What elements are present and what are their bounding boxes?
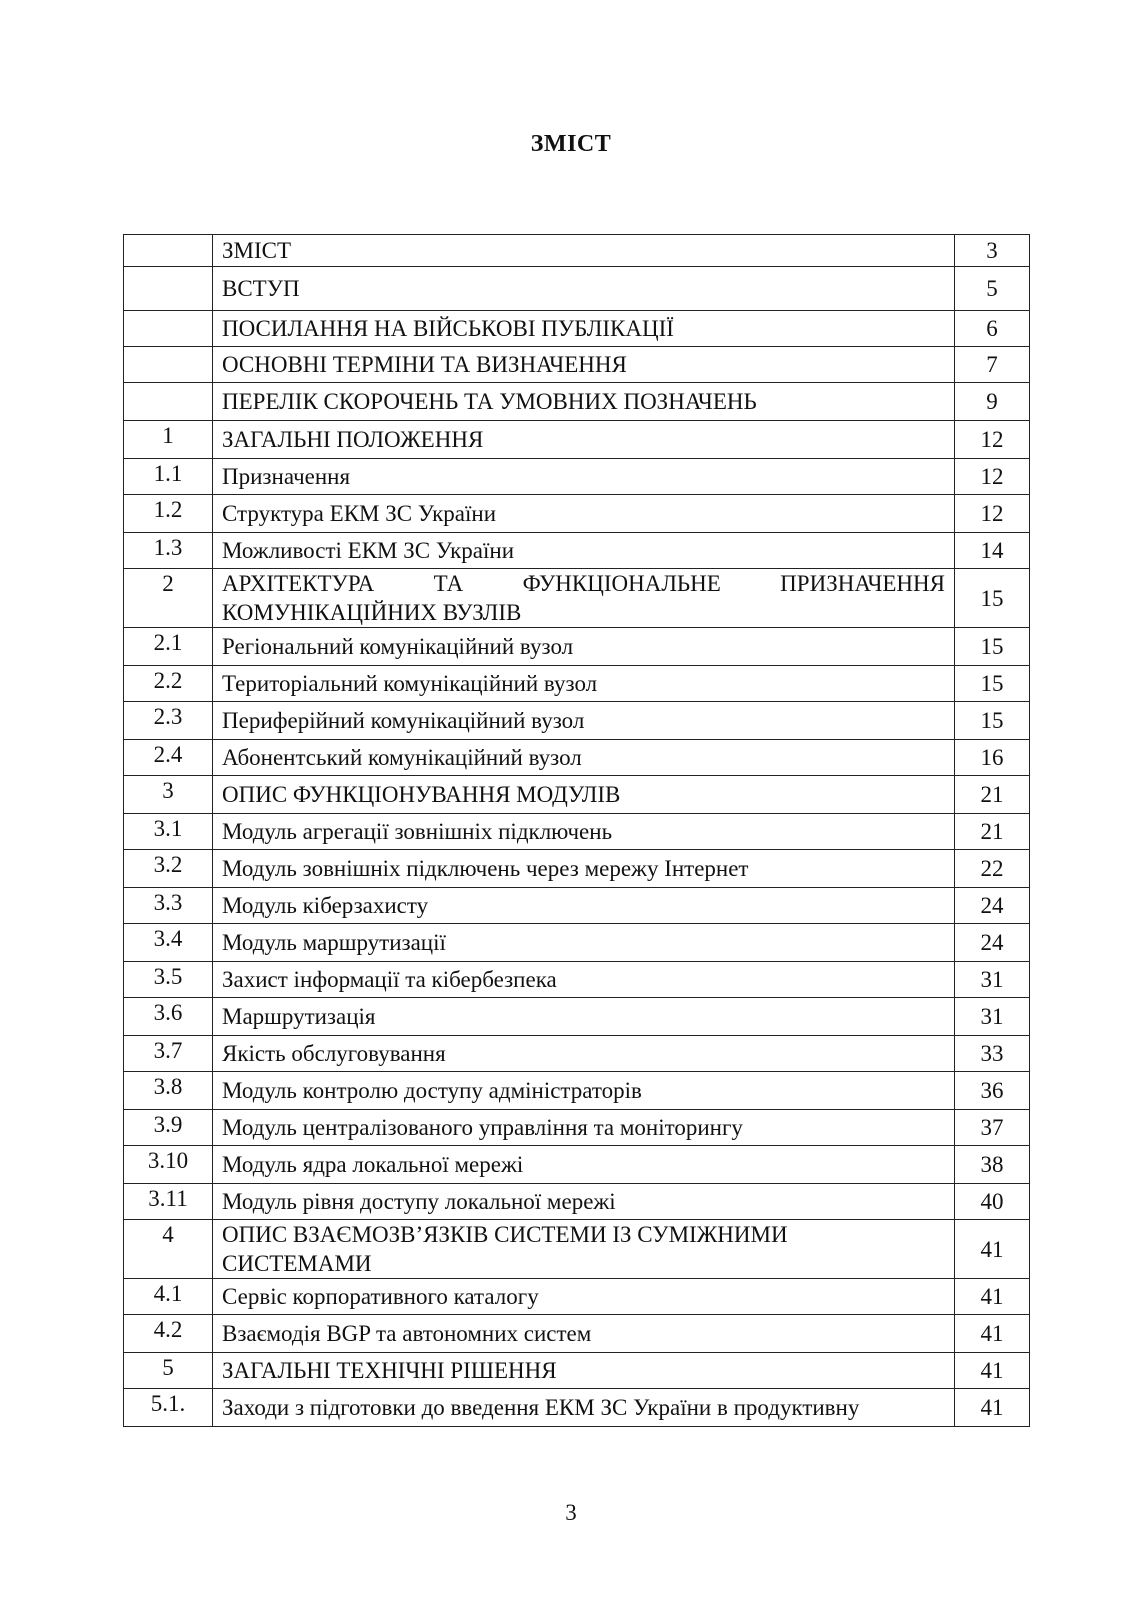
- toc-section-title: Взаємодія BGP та автономних систем: [213, 1315, 955, 1353]
- toc-row: [124, 569, 1030, 628]
- toc-title-line: СИСТЕМАМИ: [222, 1251, 372, 1276]
- toc-row: [124, 1036, 1030, 1072]
- toc-row: [124, 533, 1030, 569]
- toc-page-number: 24: [955, 924, 1030, 962]
- toc-section-title: ОПИС ФУНКЦІОНУВАННЯ МОДУЛІВ: [213, 776, 955, 814]
- toc-row: [124, 347, 1030, 383]
- toc-page-number: 41: [955, 1315, 1030, 1353]
- toc-section-number: [124, 347, 213, 383]
- toc-page-number: 7: [955, 347, 1030, 383]
- toc-row: [124, 740, 1030, 776]
- toc-row: [124, 776, 1030, 814]
- toc-section-title: Маршрутизація: [213, 998, 955, 1036]
- toc-section-title: ПОСИЛАННЯ НА ВІЙСЬКОВІ ПУБЛІКАЦІЇ: [213, 311, 955, 347]
- toc-page-number: 41: [955, 1389, 1030, 1427]
- toc-row: [124, 998, 1030, 1036]
- toc-row: [124, 628, 1030, 666]
- toc-section-number: 3.10: [124, 1146, 213, 1184]
- toc-section-number: 2.4: [124, 740, 213, 776]
- toc-page-number: 31: [955, 998, 1030, 1036]
- toc-row: [124, 1220, 1030, 1279]
- toc-section-number: 4.1: [124, 1279, 213, 1315]
- toc-section-number: 5.1.: [124, 1389, 213, 1427]
- toc-row: [124, 311, 1030, 347]
- toc-section-number: 2.2: [124, 666, 213, 702]
- toc-page-number: 6: [955, 311, 1030, 347]
- toc-section-number: 3.9: [124, 1110, 213, 1146]
- toc-title-line: ОПИС ВЗАЄМОЗВ’ЯЗКІВ СИСТЕМИ ІЗ СУМІЖНИМИ: [222, 1222, 788, 1247]
- toc-row: [124, 1353, 1030, 1389]
- toc-section-number: [124, 267, 213, 311]
- toc-section-title: Якість обслуговування: [213, 1036, 955, 1072]
- toc-section-title: ЗАГАЛЬНІ ТЕХНІЧНІ РІШЕННЯ: [213, 1353, 955, 1389]
- toc-page-number: 40: [955, 1184, 1030, 1220]
- toc-section-title: Модуль зовнішніх підключень через мережу Інтернет: [213, 850, 955, 888]
- toc-row: [124, 850, 1030, 888]
- toc-page-number: 41: [955, 1279, 1030, 1315]
- toc-page-number: 12: [955, 495, 1030, 533]
- toc-section-number: 3.1: [124, 814, 213, 850]
- toc-row: [124, 962, 1030, 998]
- toc-section-number: [124, 235, 213, 267]
- toc-page-number: 41: [955, 1220, 1030, 1279]
- toc-section-title: Регіональний комунікаційний вузол: [213, 628, 955, 666]
- toc-section-number: 3.11: [124, 1184, 213, 1220]
- toc-section-number: [124, 311, 213, 347]
- toc-section-title: Можливості ЕКМ ЗС України: [213, 533, 955, 569]
- toc-section-title: [213, 569, 955, 628]
- toc-section-number: 3.6: [124, 998, 213, 1036]
- toc-section-title: Структура ЕКМ ЗС України: [213, 495, 955, 533]
- toc-section-number: 5: [124, 1353, 213, 1389]
- toc-page-number: 16: [955, 740, 1030, 776]
- toc-section-number: 3.5: [124, 962, 213, 998]
- toc-title-line: АРХІТЕКТУРА ТА ФУНКЦІОНАЛЬНЕ ПРИЗНАЧЕННЯ: [222, 571, 945, 596]
- toc-section-number: 1.2: [124, 495, 213, 533]
- toc-page-number: 12: [955, 459, 1030, 495]
- toc-page-number: 14: [955, 533, 1030, 569]
- toc-page-number: 12: [955, 421, 1030, 459]
- toc-section-title: [213, 1220, 955, 1279]
- page-number: 3: [565, 1500, 577, 1525]
- toc-section-number: 2.1: [124, 628, 213, 666]
- toc-row: [124, 1389, 1030, 1427]
- toc-row: [124, 267, 1030, 311]
- toc-row: [124, 421, 1030, 459]
- toc-section-number: 3.3: [124, 888, 213, 924]
- toc-row: [124, 459, 1030, 495]
- toc-page-number: 38: [955, 1146, 1030, 1184]
- toc-page-number: 15: [955, 666, 1030, 702]
- toc-table: [123, 234, 1030, 1427]
- toc-page-number: 37: [955, 1110, 1030, 1146]
- toc-page-number: 21: [955, 776, 1030, 814]
- toc-row: [124, 924, 1030, 962]
- toc-section-title: Призначення: [213, 459, 955, 495]
- toc-section-number: 1.1: [124, 459, 213, 495]
- toc-row: [124, 702, 1030, 740]
- toc-row: [124, 383, 1030, 421]
- toc-section-number: 3.4: [124, 924, 213, 962]
- toc-page-number: 9: [955, 383, 1030, 421]
- toc-section-title: Захист інформації та кібербезпека: [213, 962, 955, 998]
- toc-page-number: 36: [955, 1072, 1030, 1110]
- toc-section-title: ВСТУП: [213, 267, 955, 311]
- toc-section-number: 4: [124, 1220, 213, 1279]
- toc-page-number: 15: [955, 569, 1030, 628]
- toc-page-number: 5: [955, 267, 1030, 311]
- toc-row: [124, 1072, 1030, 1110]
- toc-section-number: 3.8: [124, 1072, 213, 1110]
- toc-page-number: 33: [955, 1036, 1030, 1072]
- toc-section-title: ПЕРЕЛІК СКОРОЧЕНЬ ТА УМОВНИХ ПОЗНАЧЕНЬ: [213, 383, 955, 421]
- toc-page-number: 15: [955, 628, 1030, 666]
- toc-row: [124, 888, 1030, 924]
- toc-page-number: 24: [955, 888, 1030, 924]
- toc-section-title: Сервіс корпоративного каталогу: [213, 1279, 955, 1315]
- toc-body: [124, 235, 1030, 1427]
- toc-section-number: 3.7: [124, 1036, 213, 1072]
- toc-row: [124, 1315, 1030, 1353]
- toc-title-line: КОМУНІКАЦІЙНИХ ВУЗЛІВ: [222, 600, 522, 625]
- toc-section-number: 2.3: [124, 702, 213, 740]
- toc-section-title: Модуль централізованого управління та моніторингу: [213, 1110, 955, 1146]
- toc-row: [124, 1146, 1030, 1184]
- toc-section-title: Модуль кіберзахисту: [213, 888, 955, 924]
- toc-page-number: 31: [955, 962, 1030, 998]
- toc-section-number: 1: [124, 421, 213, 459]
- toc-page-number: 41: [955, 1353, 1030, 1389]
- toc-row: [124, 495, 1030, 533]
- toc-page-number: 15: [955, 702, 1030, 740]
- toc-section-title: Модуль маршрутизації: [213, 924, 955, 962]
- toc-section-title: Територіальний комунікаційний вузол: [213, 666, 955, 702]
- toc-section-number: 2: [124, 569, 213, 628]
- toc-section-title: Заходи з підготовки до введення ЕКМ ЗС України в продуктивну: [213, 1389, 955, 1427]
- page-title: ЗМІСТ: [530, 131, 612, 157]
- toc-section-title: ЗАГАЛЬНІ ПОЛОЖЕННЯ: [213, 421, 955, 459]
- toc-page-number: 3: [955, 235, 1030, 267]
- toc-section-title: ОСНОВНІ ТЕРМІНИ ТА ВИЗНАЧЕННЯ: [213, 347, 955, 383]
- toc-section-title: Абонентський комунікаційний вузол: [213, 740, 955, 776]
- toc-row: [124, 1184, 1030, 1220]
- toc-section-number: 3.2: [124, 850, 213, 888]
- toc-row: [124, 666, 1030, 702]
- toc-row: [124, 1279, 1030, 1315]
- toc-row: [124, 814, 1030, 850]
- toc-row: [124, 1110, 1030, 1146]
- toc-section-title: Периферійний комунікаційний вузол: [213, 702, 955, 740]
- toc-page-number: 21: [955, 814, 1030, 850]
- toc-section-number: [124, 383, 213, 421]
- toc-section-number: 4.2: [124, 1315, 213, 1353]
- toc-page-number: 22: [955, 850, 1030, 888]
- toc-section-title: Модуль ядра локальної мережі: [213, 1146, 955, 1184]
- toc-section-title: Модуль контролю доступу адміністраторів: [213, 1072, 955, 1110]
- toc-row: [124, 235, 1030, 267]
- toc-section-number: 3: [124, 776, 213, 814]
- toc-section-title: Модуль агрегації зовнішніх підключень: [213, 814, 955, 850]
- toc-section-title: Модуль рівня доступу локальної мережі: [213, 1184, 955, 1220]
- toc-section-number: 1.3: [124, 533, 213, 569]
- toc-section-title: ЗМІСТ: [213, 235, 955, 267]
